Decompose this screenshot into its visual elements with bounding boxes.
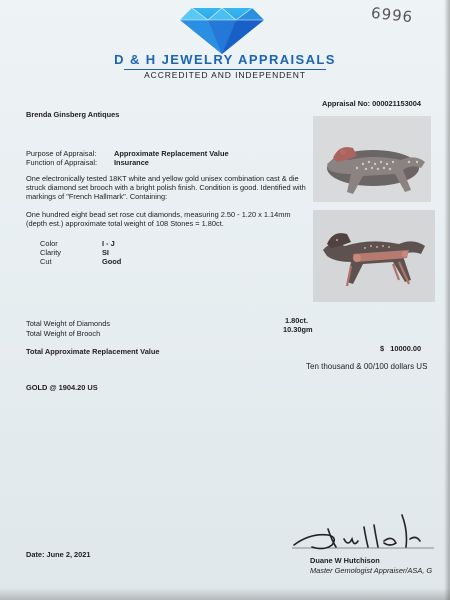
diamond-logo-icon (178, 6, 266, 56)
grade-value-cut: Good (102, 257, 122, 266)
function-label: Function of Appraisal: (26, 158, 98, 167)
replacement-value-label: Total Approximate Replacement Value (26, 347, 160, 356)
diamonds-weight-label: Total Weight of Diamonds (26, 319, 111, 328)
brooch-weight-value: 10.30gm (283, 325, 313, 334)
grade-value-color: I - J (102, 239, 115, 248)
purpose-label: Purpose of Appraisal: (26, 149, 97, 158)
function-value: Insurance (114, 158, 149, 167)
brooch-weight-label: Total Weight of Brooch (26, 329, 101, 338)
appraisal-number: Appraisal No: 000021153004 (322, 99, 422, 108)
purpose-value: Approximate Replacement Value (114, 149, 229, 158)
grade-label-clarity: Clarity (40, 248, 61, 257)
signer-title: Master Gemologist Appraiser/ASA, G (310, 566, 433, 575)
gold-price: GOLD @ 1904.20 US (26, 383, 98, 392)
replacement-value-words: Ten thousand & 00/100 dollars US (306, 362, 428, 371)
handwritten-number: 6996 (370, 3, 415, 27)
diamonds-weight-value: 1.80ct. (285, 316, 309, 325)
page-edge-shadow (444, 0, 450, 600)
grade-value-clarity: SI (102, 248, 109, 257)
signer-name: Duane W Hutchison (310, 556, 380, 565)
appraiser-signature (288, 507, 438, 555)
page-bottom-shadow (0, 588, 450, 600)
company-tagline: ACCREDITED AND INDEPENDENT (144, 70, 306, 80)
grade-label-cut: Cut (40, 257, 52, 266)
stones-description: One hundred eight bead set rose cut diamonds, measuring 2.50 - 1.20 x 1.14mm (depth est.) approximate total weight of 108 Stones = 1.80ct. (26, 210, 291, 228)
item-description: One electronically tested 18KT white and yellow gold unisex combination cast & die struck diamond set brooch with a bright polish finish. Condition is good. Identified with markings of "French Hallmark". Containing: (26, 174, 306, 201)
client-name: Brenda Ginsberg Antiques (26, 110, 120, 119)
brooch-photo-top (313, 116, 431, 202)
replacement-value-amount: $ 10000.00 (380, 344, 422, 353)
grade-label-color: Color (40, 239, 58, 248)
appraisal-date: Date: June 2, 2021 (26, 550, 91, 559)
company-name: D & H JEWELRY APPRAISALS (114, 52, 336, 67)
brooch-photo-bottom (313, 210, 435, 302)
